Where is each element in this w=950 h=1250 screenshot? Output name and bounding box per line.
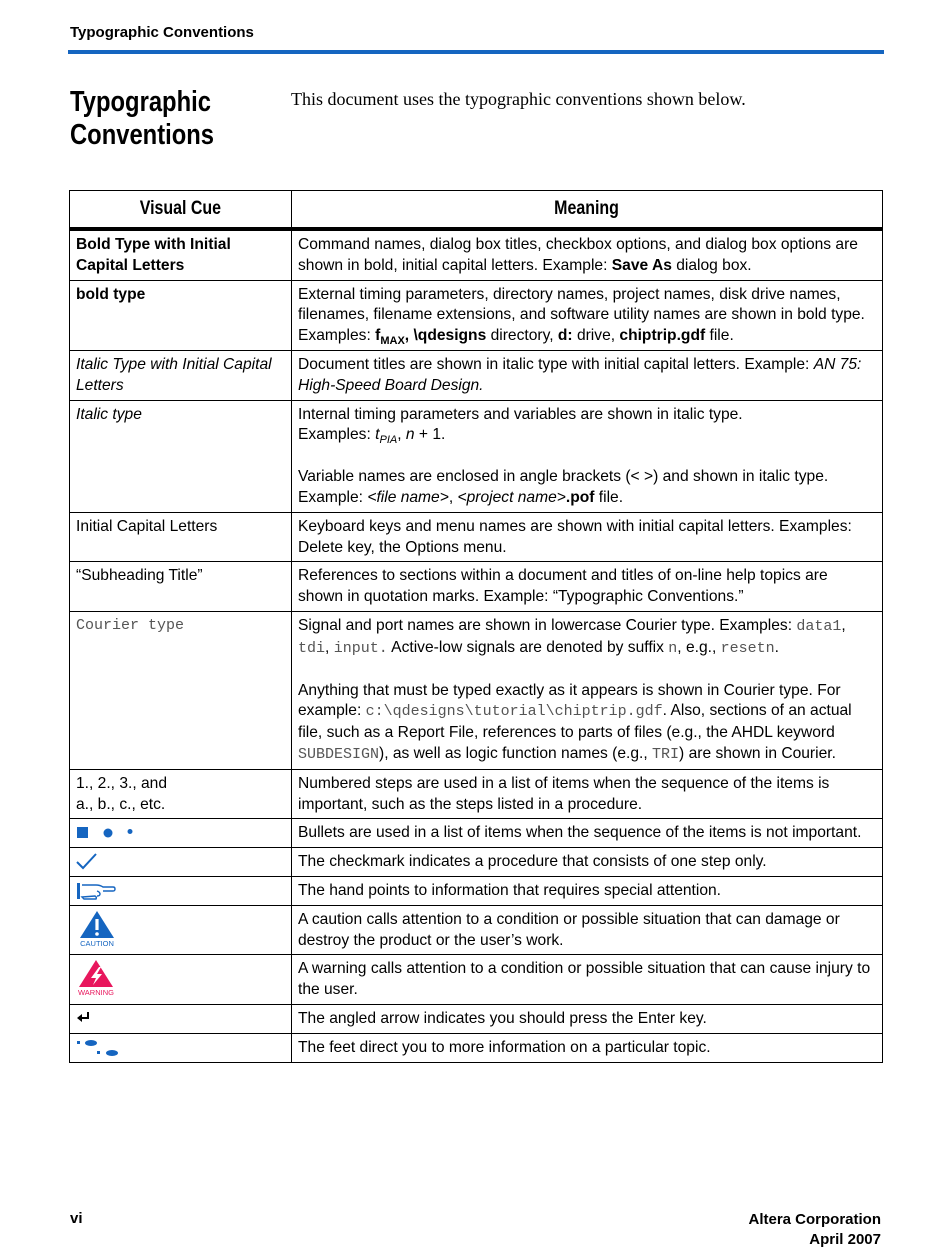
meaning-cell: A warning calls attention to a condition or possible situation that can cause injury to the user. bbox=[292, 955, 883, 1005]
table-row bbox=[70, 512, 883, 562]
table-row bbox=[70, 955, 883, 1005]
meaning-cell: Internal timing parameters and variables are shown in italic type. Examples: $t_{PIA}$, n + 1. Variable names are enclosed in angle brackets (< >) and shown in italic type. Example: <file name>, <project name>.pof file. bbox=[292, 400, 883, 512]
cue-cell bbox=[70, 955, 292, 1005]
cue-cell: “Subheading Title” bbox=[70, 562, 292, 612]
table-row bbox=[70, 876, 883, 905]
page-number: vi bbox=[70, 1210, 83, 1227]
conventions-table bbox=[69, 190, 883, 1063]
warning-icon bbox=[76, 959, 120, 997]
table-row bbox=[70, 350, 883, 400]
checkmark-icon bbox=[76, 852, 106, 872]
cue-cell: 1., 2., 3., and a., b., c., etc. bbox=[70, 769, 292, 819]
cue-cell: Initial Capital Letters bbox=[70, 512, 292, 562]
table-header-row bbox=[70, 191, 883, 230]
meaning-cell: References to sections within a document and titles of on-line help topics are shown in quotation marks. Example: “Typographic Conventions.” bbox=[292, 562, 883, 612]
meaning-cell: Command names, dialog box titles, checkbox options, and dialog box options are shown in bold, initial capital letters. Example: Save As dialog box. bbox=[292, 229, 883, 280]
meaning-cell: Bullets are used in a list of items when the sequence of the items is not important. bbox=[292, 819, 883, 848]
cue-cell: Italic Type with Initial Capital Letters bbox=[70, 350, 292, 400]
meaning-cell: The angled arrow indicates you should press the Enter key. bbox=[292, 1004, 883, 1033]
column-header-meaning: Meaning bbox=[292, 191, 883, 230]
header-rule bbox=[68, 50, 884, 54]
meaning-cell: Document titles are shown in italic type with initial capital letters. Example: AN 75: High-Speed Board Design. bbox=[292, 350, 883, 400]
cue-cell bbox=[70, 819, 292, 848]
cue-cell bbox=[70, 1004, 292, 1033]
meaning-cell: Keyboard keys and menu names are shown with initial capital letters. Examples: Delete key, the Options menu. bbox=[292, 512, 883, 562]
table-row bbox=[70, 769, 883, 819]
meaning-cell: Numbered steps are used in a list of items when the sequence of the items is important, such as the steps listed in a procedure. bbox=[292, 769, 883, 819]
meaning-cell: The hand points to information that requires special attention. bbox=[292, 876, 883, 905]
meaning-cell: Signal and port names are shown in lowercase Courier type. Examples: data1, tdi, input. Active-low signals are denoted by suffix n, e.g., resetn. Anything that must be typed exactly as it appears is shown in Courier type. For example: c:\qdesigns\tutorial\chiptrip.gdf. Also, sections of an actual file, such as a Report File, references to parts of files (e.g., the AHDL keyword SUBDESIGN), as well as logic function names (e.g., TRI) are shown in Courier. bbox=[292, 611, 883, 769]
cue-cell bbox=[70, 848, 292, 877]
meaning-cell: The feet direct you to more information on a particular topic. bbox=[292, 1033, 883, 1062]
table-row bbox=[70, 400, 883, 512]
table-row bbox=[70, 229, 883, 280]
cue-cell: Italic type bbox=[70, 400, 292, 512]
table-row bbox=[70, 1004, 883, 1033]
company-name: Altera Corporation bbox=[748, 1211, 881, 1228]
intro-text: This document uses the typographic conventions shown below. bbox=[291, 89, 746, 109]
table-row bbox=[70, 905, 883, 955]
cue-cell: bold type bbox=[70, 280, 292, 350]
publication-date: April 2007 bbox=[809, 1231, 881, 1248]
svg-text:CAUTION: CAUTION bbox=[80, 938, 114, 948]
bullets-icon bbox=[76, 823, 146, 843]
table-row bbox=[70, 280, 883, 350]
table-row bbox=[70, 562, 883, 612]
table-row bbox=[70, 1033, 883, 1062]
footer-info bbox=[748, 1210, 881, 1250]
cue-cell bbox=[70, 876, 292, 905]
enter-arrow-icon bbox=[76, 1009, 96, 1027]
running-header: Typographic Conventions bbox=[70, 24, 254, 41]
caution-icon bbox=[76, 910, 118, 948]
svg-text:WARNING: WARNING bbox=[78, 988, 114, 998]
cue-cell: Courier type bbox=[70, 611, 292, 769]
cue-cell: Bold Type with Initial Capital Letters bbox=[70, 229, 292, 280]
cue-cell bbox=[70, 1033, 292, 1062]
meaning-cell: The checkmark indicates a procedure that consists of one step only. bbox=[292, 848, 883, 877]
table-row bbox=[70, 819, 883, 848]
meaning-cell: A caution calls attention to a condition or possible situation that can damage or destroy the product or the user’s work. bbox=[292, 905, 883, 955]
column-header-visual-cue: Visual Cue bbox=[70, 191, 292, 230]
section-title: Typographic Conventions bbox=[70, 86, 215, 151]
feet-icon bbox=[76, 1038, 126, 1058]
meaning-cell: External timing parameters, directory names, project names, disk drive names, filenames, filename extensions, and software utility names are shown in bold type. Examples: $f_{MAX}$, \qdesigns directory, d: drive, chiptrip.gdf file. bbox=[292, 280, 883, 350]
pointing-hand-icon bbox=[76, 881, 116, 901]
table-row bbox=[70, 848, 883, 877]
table-row bbox=[70, 611, 883, 769]
cue-cell bbox=[70, 905, 292, 955]
